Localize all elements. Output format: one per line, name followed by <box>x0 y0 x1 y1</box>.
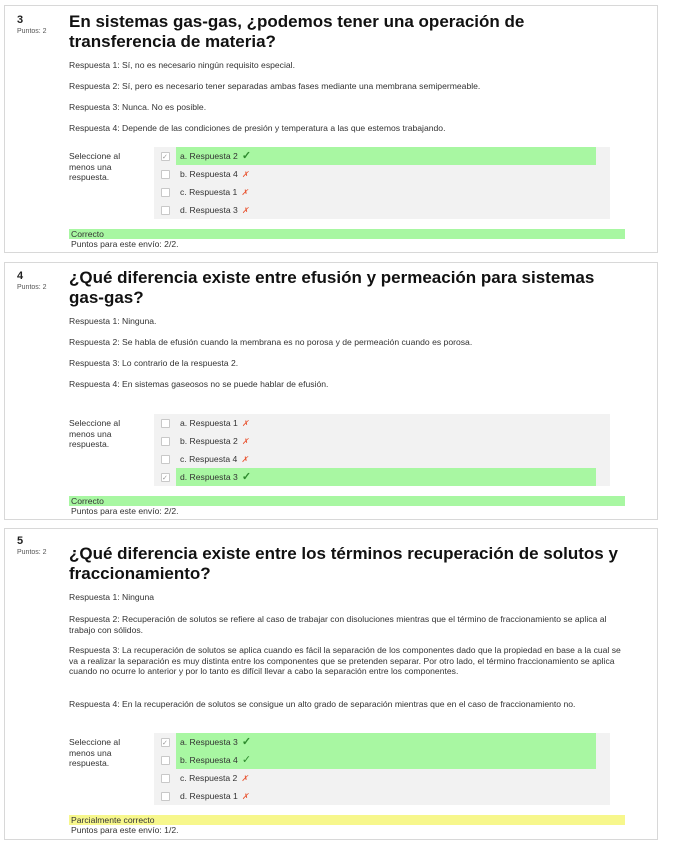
option-b[interactable] <box>154 165 610 183</box>
answer-text: Respuesta 2: Sí, pero es necesario tener separadas ambas fases mediante una membrana semipermeable. <box>69 81 481 91</box>
option-b[interactable] <box>154 432 610 450</box>
cross-icon: ✗ <box>241 206 249 215</box>
question-number: 3 <box>17 14 24 26</box>
option-d[interactable] <box>154 201 610 219</box>
checkbox[interactable] <box>161 455 170 464</box>
check-icon: ✓ <box>241 150 252 162</box>
option-a[interactable] <box>154 414 610 432</box>
answer-text: Respuesta 2: Se habla de efusión cuando la membrana es no porosa y de permeación cuando es porosa. <box>69 337 473 347</box>
answer-text: Respuesta 3: Lo contrario de la respuesta 2. <box>69 358 239 368</box>
checkbox[interactable] <box>161 188 170 197</box>
option-label: c. Respuesta 2 <box>180 773 238 783</box>
question-number: 5 <box>17 535 24 547</box>
score-text: Puntos para este envío: 2/2. <box>71 506 179 516</box>
feedback-banner: Correcto <box>69 229 625 239</box>
answer-text: Respuesta 1: Ninguna <box>69 592 155 602</box>
option-d[interactable] <box>154 468 610 486</box>
answer-text: Respuesta 4: En la recuperación de solutos se consigue un alto grado de separación mientras que en el caso de fraccionamiento no. <box>69 699 576 709</box>
cross-icon: ✗ <box>241 419 249 428</box>
options-list <box>154 147 610 219</box>
option-label: b. Respuesta 4 <box>180 169 238 179</box>
checkbox[interactable] <box>161 152 170 161</box>
question-4 <box>4 262 658 520</box>
question-points: Puntos: 2 <box>17 28 47 35</box>
option-a[interactable] <box>154 733 610 751</box>
checkbox[interactable] <box>161 437 170 446</box>
option-label: b. Respuesta 2 <box>180 436 238 446</box>
question-points: Puntos: 2 <box>17 549 47 556</box>
option-c[interactable] <box>154 769 610 787</box>
option-label: a. Respuesta 3 <box>180 737 238 747</box>
answer-text: Respuesta 4: En sistemas gaseosos no se puede hablar de efusión. <box>69 379 329 389</box>
feedback-banner: Correcto <box>69 496 625 506</box>
checkbox[interactable] <box>161 473 170 482</box>
answer-text: Respuesta 1: Ninguna. <box>69 316 157 326</box>
checkbox[interactable] <box>161 206 170 215</box>
score-text: Puntos para este envío: 2/2. <box>71 239 179 249</box>
score-text: Puntos para este envío: 1/2. <box>71 825 179 835</box>
answer-text: Respuesta 4: Depende de las condiciones de presión y temperatura a las que estemos trabajando. <box>69 123 446 133</box>
option-label: d. Respuesta 1 <box>180 791 238 801</box>
option-c[interactable] <box>154 183 610 201</box>
select-instruction: Seleccione al menos una respuesta. <box>69 151 121 182</box>
answer-text: Respuesta 2: Recuperación de solutos se refiere al caso de trabajar con disoluciones mientras que el término de fraccionamiento se aplica al trabajo con sólidos. <box>69 614 607 635</box>
check-icon: ✓ <box>241 471 252 483</box>
checkbox[interactable] <box>161 170 170 179</box>
select-instruction: Seleccione al menos una respuesta. <box>69 418 121 449</box>
answer-text: Respuesta 3: La recuperación de solutos se aplica cuando es fácil la separación de los componentes dado que la propiedad en base a la cual se va a realizar la separación es muy distinta entre los componentes que se pretenden separar. Por otro lado, el término fraccionamiento se aplica cuando no ocurre lo anterior y por lo tanto es difícil llevar a cabo la separación entre los componentes. <box>69 645 621 676</box>
option-a[interactable] <box>154 147 610 165</box>
option-label: d. Respuesta 3 <box>180 472 238 482</box>
option-label: d. Respuesta 3 <box>180 205 238 215</box>
checkbox[interactable] <box>161 756 170 765</box>
checkbox[interactable] <box>161 792 170 801</box>
option-d[interactable] <box>154 787 610 805</box>
options-list <box>154 733 610 805</box>
question-3 <box>4 5 658 253</box>
question-title: ¿Qué diferencia existe entre efusión y permeación para sistemas gas-gas? <box>69 268 595 307</box>
cross-icon: ✗ <box>241 792 249 801</box>
cross-icon: ✗ <box>241 188 249 197</box>
question-points: Puntos: 2 <box>17 284 47 291</box>
select-instruction: Seleccione al menos una respuesta. <box>69 737 121 768</box>
option-c[interactable] <box>154 450 610 468</box>
question-title: ¿Qué diferencia existe entre los términos recuperación de solutos y fraccionamiento? <box>69 544 618 583</box>
cross-icon: ✗ <box>241 437 249 446</box>
check-icon: ✓ <box>241 736 252 748</box>
cross-icon: ✗ <box>241 774 249 783</box>
cross-icon: ✗ <box>241 455 249 464</box>
check-icon: ✓ <box>241 754 252 766</box>
checkbox[interactable] <box>161 774 170 783</box>
question-5 <box>4 528 658 840</box>
question-number: 4 <box>17 270 24 282</box>
option-label: c. Respuesta 1 <box>180 187 238 197</box>
feedback-banner: Parcialmente correcto <box>69 815 625 825</box>
answer-text: Respuesta 3: Nunca. No es posible. <box>69 102 207 112</box>
answer-text: Respuesta 1: Sí, no es necesario ningún requisito especial. <box>69 60 295 70</box>
checkbox[interactable] <box>161 419 170 428</box>
option-label: c. Respuesta 4 <box>180 454 238 464</box>
option-label: a. Respuesta 2 <box>180 151 238 161</box>
checkbox[interactable] <box>161 738 170 747</box>
question-title: En sistemas gas-gas, ¿podemos tener una operación de transferencia de materia? <box>69 12 525 51</box>
option-label: b. Respuesta 4 <box>180 755 238 765</box>
option-label: a. Respuesta 1 <box>180 418 238 428</box>
cross-icon: ✗ <box>241 170 249 179</box>
options-list <box>154 414 610 486</box>
option-b[interactable] <box>154 751 610 769</box>
